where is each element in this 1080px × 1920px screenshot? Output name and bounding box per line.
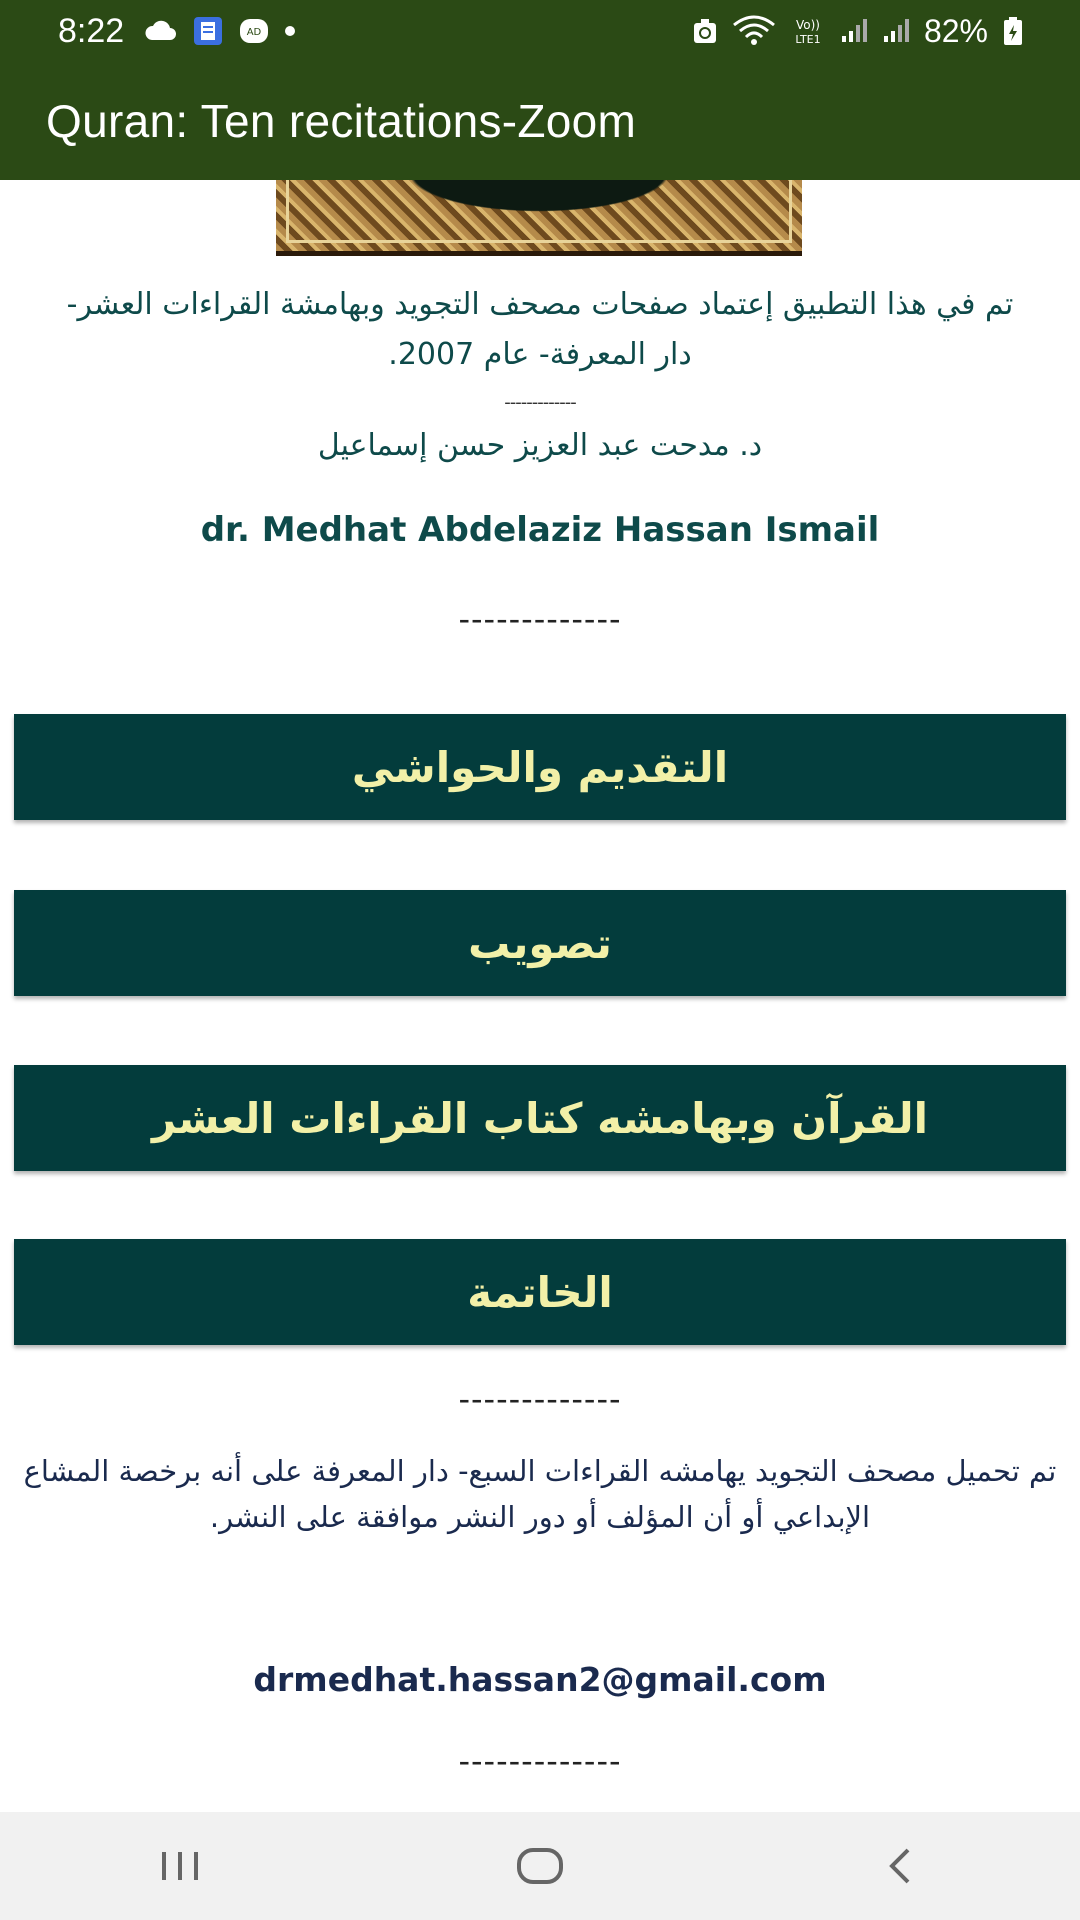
home-button[interactable]: [480, 1826, 600, 1906]
divider: -------------: [458, 1742, 622, 1780]
svg-text:AD: AD: [246, 27, 262, 38]
signal-icon: [840, 18, 868, 44]
back-button[interactable]: [840, 1826, 960, 1906]
recent-apps-icon: [156, 1848, 204, 1884]
recycle-icon: [692, 17, 718, 45]
ad-blocker-icon: [238, 15, 270, 47]
divider: -------------: [458, 1380, 622, 1418]
document-icon: [192, 15, 224, 47]
introduction-and-footnotes-button[interactable]: التقديم والحواشي: [14, 714, 1066, 820]
corrections-button[interactable]: تصويب: [14, 890, 1066, 996]
author-name-english: dr. Medhat Abdelaziz Hassan Ismail: [200, 510, 880, 550]
license-text: تم تحميل مصحف التجويد يهامشه القراءات السبع- دار المعرفة على أنه برخصة المشاع الإبداعي أو أن المؤلف أو دور النشر موافقة على النشر.: [23, 1454, 1057, 1534]
ornament-banner-image: [276, 180, 802, 256]
quran-with-ten-recitations-button[interactable]: القرآن وبهامشه كتاب القراءات العشر: [14, 1065, 1066, 1171]
small-divider: -------------: [504, 392, 576, 413]
divider: -------------: [458, 600, 622, 638]
back-icon: [882, 1846, 918, 1886]
signal-icon: [882, 18, 910, 44]
contact-email[interactable]: drmedhat.hassan2@gmail.com: [253, 1660, 827, 1699]
volte-icon: [790, 16, 826, 46]
author-name-arabic: د. مدحت عبد العزيز حسن إسماعيل: [317, 428, 763, 463]
recent-apps-button[interactable]: [120, 1826, 240, 1906]
svg-text:LTE1: LTE1: [795, 33, 821, 46]
app-bar: [0, 62, 1080, 180]
status-left-icons: [144, 15, 296, 47]
intro-text: تم في هذا التطبيق إعتماد صفحات مصحف التجويد وبهامشة القراءات العشر- دار المعرفة- عام 2007.: [66, 287, 1014, 372]
status-right: [692, 13, 1024, 50]
dot-icon: [284, 25, 296, 37]
navigation-bar: [0, 1812, 1080, 1920]
battery-percentage: 82%: [923, 12, 988, 49]
app-title: Quran: Ten recitations-Zoom: [46, 95, 637, 147]
scroll-content[interactable]: [0, 180, 1080, 1812]
conclusion-button[interactable]: الخاتمة: [14, 1239, 1066, 1345]
home-icon: [515, 1846, 565, 1886]
status-bar: [0, 0, 1080, 62]
svg-text:Vo)): Vo)): [795, 18, 820, 32]
wifi-icon: [732, 15, 776, 47]
status-time: 8:22: [58, 11, 125, 50]
battery-icon: [1002, 16, 1024, 46]
cloud-icon: [144, 20, 178, 42]
